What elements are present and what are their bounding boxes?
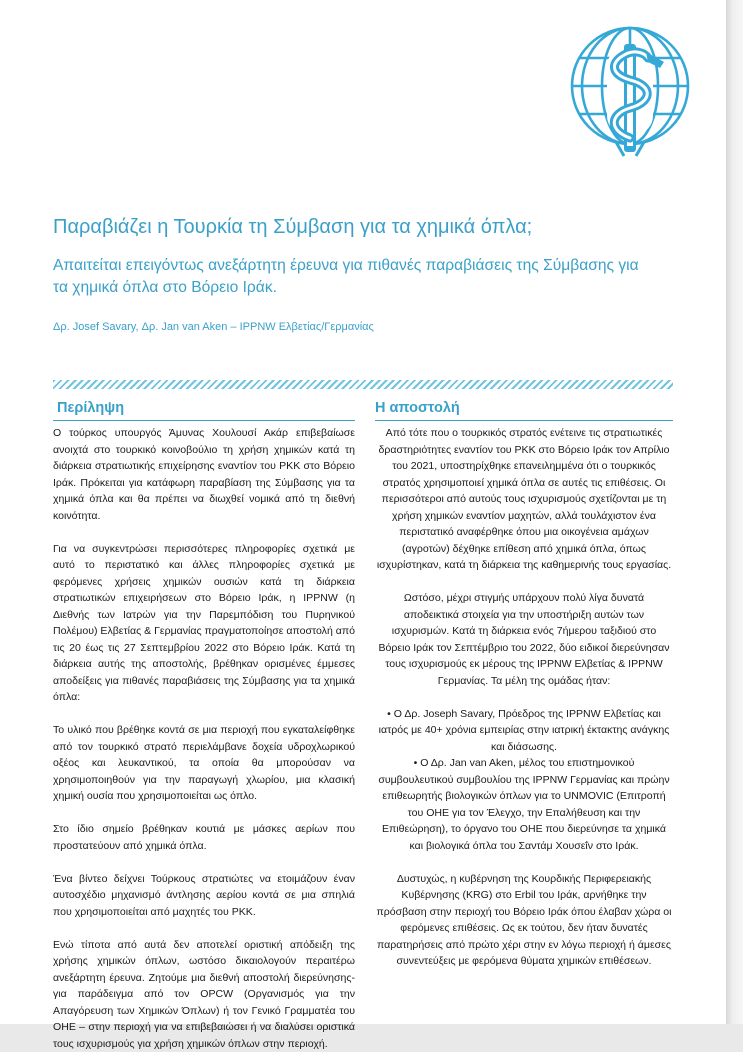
summary-paragraph: Στο ίδιο σημείο βρέθηκαν κουτιά με μάσκες αερίων που προστατεύουν από χημικά όπλα. [53, 821, 355, 854]
summary-heading: Περίληψη [53, 398, 355, 421]
article-title: Παραβιάζει η Τουρκία τη Σύμβαση για τα χημικά όπλα; [53, 216, 673, 239]
mission-bullet: • Ο Δρ. Joseph Savary, Πρόεδρος της IPPNW Ελβετίας και ιατρός με 40+ χρόνια εμπειρίας στην ιατρική έκτακτης ανάγκης και διάσωσης. [375, 706, 673, 756]
mission-paragraph: Ωστόσο, μέχρι στιγμής υπάρχουν πολύ λίγα δυνατά αποδεικτικά στοιχεία για την υποστήριξη αυτών των ισχυρισμών. Κατά τη διάρκεια ενός 7ήμερου ταξιδιού στο Βόρειο Ιράκ τον Σεπτέμβριο του 2022, δύο ειδικοί διερεύνησαν τους ισχυρισμούς εκ μέρους της IPPNW Ελβετίας & IPPNW Γερμανίας. Τα μέλη της ομάδας ήταν: [375, 590, 673, 689]
mission-paragraph: Δυστυχώς, η κυβέρνηση της Κουρδικής Περιφερειακής Κυβέρνησης (KRG) στο Erbil του Ιράκ, αρνήθηκε την πρόσβαση στην περιοχή του Βόρειο Ιράκ όπου έλαβαν χώρα οι φερόμενες επιθέσεις. Ως εκ τούτου, δεν ήταν δυνατές παρατηρήσεις από πρώτο χέρι στην εν λόγω περιοχή ή άμεσες συνεντεύξεις με φερόμενα θύματα χημικών επιθέσεων. [375, 871, 673, 970]
summary-paragraph: Το υλικό που βρέθηκε κοντά σε μια περιοχή που εγκαταλείφθηκε από τον τουρκικό στρατό περιελάμβανε δοχεία υδροχλωρικού οξέος και λευκαντικού, τα οποία θα μπορούσαν να χρησιμοποιηθούν για την παραγωγή χλωρίου, μια κλασική χημική ουσία που χρησιμοποιείται ως όπλο. [53, 722, 355, 805]
summary-paragraph: Ένα βίντεο δείχνει Τούρκους στρατιώτες να ετοιμάζουν έναν αυτοσχέδιο μηχανισμό άντλησης αερίου κοντά σε μια σπηλιά που χρησιμοποιείται από μαχητές του PKK. [53, 871, 355, 921]
globe-serpent-logo-icon [568, 22, 692, 158]
mission-paragraph: Από τότε που ο τουρκικός στρατός ενέτεινε τις στρατιωτικές δραστηριότητες εναντίον του PKK στο Βόρειο Ιράκ τον Απρίλιο του 2021, υποστηρίχθηκε επανειλημμένα ότι ο τουρκικός στρατός χρησιμοποιεί χημικά όπλα σε αυτές τις επιθέσεις. Οι περισσότεροι από αυτούς τους ισχυρισμούς σχετίζονται με τη χρήση χημικών εναντίον μαχητών, αλλά τουλάχιστον ένα περιστατικό αναφέρθηκε όπου μια οικογένεια αμάχων (αγροτών) δέχθηκε επίθεση από χημικά όπλα, όπως ισχυρίστηκαν, κατά τη διάρκεια της καθημερινής τους εργασίας. [375, 425, 673, 574]
article-subtitle: Απαιτείται επειγόντως ανεξάρτητη έρευνα για πιθανές παραβιάσεις της Σύμβασης για τα χημικά όπλα στο Βόρειο Ιράκ. [53, 255, 653, 299]
page-edge [726, 0, 743, 1024]
summary-paragraph: Ο τούρκος υπουργός Άμυνας Χουλουσί Ακάρ επιβεβαίωσε ανοιχτά στο τουρκικό κοινοβούλιο τη χρήση χημικών κατά τη διάρκεια στρατιωτικής επιχείρησης εναντίον του PKK στο Βόρειο Ιράκ. Πρόκειται για κατάφωρη παραβίαση της Σύμβασης για τα χημικά όπλα και θα πρέπει να διωχθεί νομικά από τη διεθνή κοινότητα. [53, 425, 355, 524]
mission-heading: Η αποστολή [375, 398, 673, 421]
summary-paragraph: Για να συγκεντρώσει περισσότερες πληροφορίες σχετικά με αυτό το περιστατικό και άλλες πληροφορίες σχετικά με φερόμενες χρήσεις χημικών ουσιών κατά τη διάρκεια στρατιωτικών επιχειρήσεων στο Βόρειο Ιράκ, η IPPNW (η Διεθνής των Ιατρών για την Παρεμπόδιση του Πυρηνικού Πολέμου) Ελβετίας & Γερμανίας πραγματοποίησε αποστολή από τις 20 έως τις 27 Σεπτεμβρίου 2022 στο Βόρειο Ιράκ. Κατά τη διάρκεια αυτής της αποστολής, βρέθηκαν ορισμένες έμμεσες αποδείξεις για πιθανές παραβιάσεις της Σύμβασης για τα χημικά όπλα: [53, 541, 355, 706]
article-authors: Δρ. Josef Savary, Δρ. Jan van Aken – IPPNW Ελβετίας/Γερμανίας [53, 321, 374, 333]
hatched-divider [53, 380, 673, 389]
mission-bullet: • Ο Δρ. Jan van Aken, μέλος του επιστημονικού συμβουλευτικού συμβουλίου της IPPNW Γερμανίας και πρώην επιθεωρητής βιολογικών όπλων για το UNMOVIC (Επιτροπή του ΟΗΕ για τον Έλεγχο, την Επαλήθευση και την Επιθεώρηση), το όργανο του ΟΗΕ που διερεύνησε τα χημικά και βιολογικά όπλα του Σαντάμ Χουσεΐν στο Ιράκ. [375, 755, 673, 854]
summary-column [53, 398, 355, 1052]
mission-column [375, 398, 673, 970]
summary-paragraph: Ενώ τίποτα από αυτά δεν αποτελεί οριστική απόδειξη της χρήσης χημικών όπλων, ωστόσο δικαιολογούν περαιτέρω ανεξάρτητη έρευνα. Ζητούμε μια διεθνή αποστολή διερεύνησης-για παράδειγμα από τον OPCW (Οργανισμός για την Απαγόρευση των Χημικών Όπλων) ή τον Γενικό Γραμματέα του ΟΗΕ – στην περιοχή για να επιβεβαιώσει ή να διαλύσει οριστικά τους ισχυρισμούς για χρήση χημικών όπλων στην περιοχή. [53, 937, 355, 1052]
